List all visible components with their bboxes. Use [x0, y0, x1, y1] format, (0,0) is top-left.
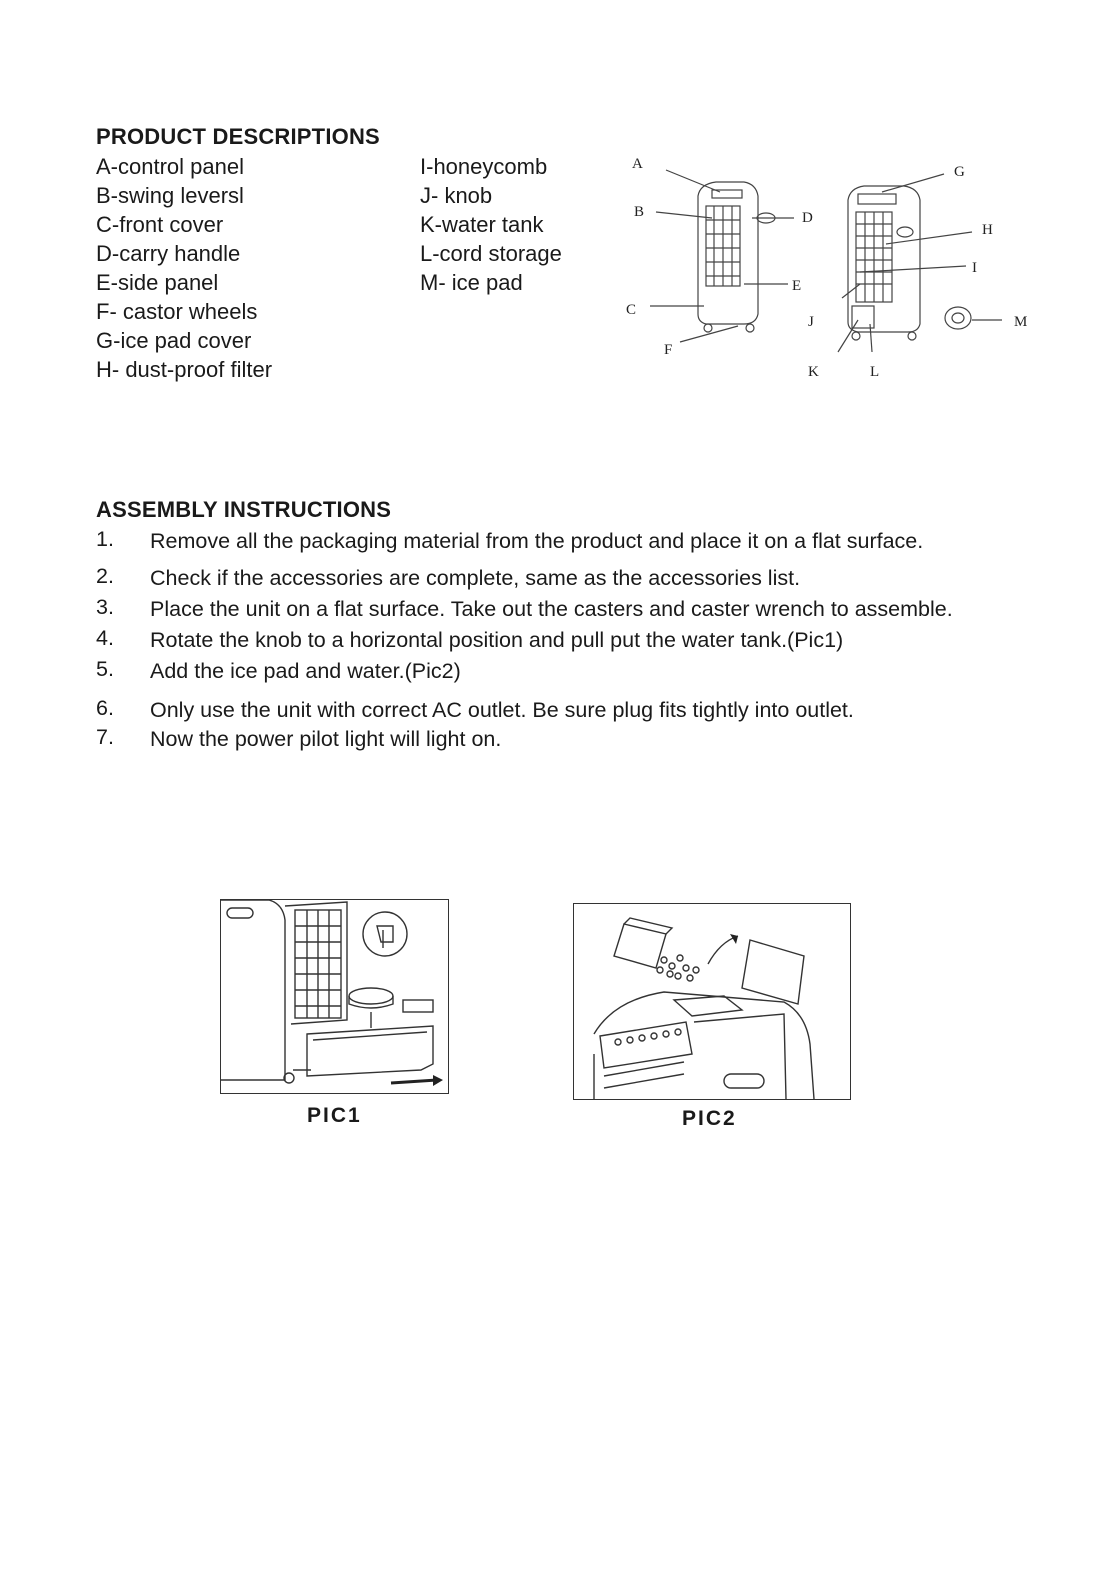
part-item: J- knob [420, 183, 493, 208]
label-f: F [664, 342, 673, 358]
label-h: H [982, 222, 993, 238]
step-number: 5. [96, 657, 114, 681]
label-j: J [808, 314, 814, 330]
step-number: 7. [96, 725, 114, 749]
assembly-step [96, 564, 1056, 593]
pic2-caption: PIC2 [682, 1107, 737, 1130]
label-a: A [632, 156, 643, 172]
step-text: Remove all the packaging material from the product and place it on a flat surface. [150, 529, 924, 553]
step-text: Now the power pilot light will light on. [150, 727, 502, 751]
step-text: Place the unit on a flat surface. Take out the casters and caster wrench to assemble. [150, 597, 953, 621]
label-i: I [972, 260, 977, 276]
part-item: C-front cover [96, 212, 224, 237]
assembly-instructions-heading: ASSEMBLY INSTRUCTIONS [96, 497, 392, 522]
step-text: Only use the unit with correct AC outlet. Be sure plug fits tightly into outlet. [150, 698, 854, 722]
step-number: 2. [96, 564, 114, 588]
step-text: Rotate the knob to a horizontal position and pull put the water tank.(Pic1) [150, 628, 844, 652]
part-item: L-cord storage [420, 241, 562, 266]
pic1-illustration [220, 899, 449, 1094]
label-l: L [870, 364, 880, 380]
assembly-step [96, 595, 1056, 624]
assembly-step [96, 527, 1056, 556]
label-m: M [1014, 314, 1028, 330]
part-item: D-carry handle [96, 241, 241, 266]
step-number: 1. [96, 527, 114, 551]
part-item: M- ice pad [420, 270, 523, 295]
assembly-steps-list [96, 527, 1056, 754]
part-item: A-control panel [96, 154, 244, 179]
assembly-step [96, 657, 1056, 686]
step-number: 3. [96, 595, 114, 619]
label-c: C [626, 302, 637, 318]
assembly-step [96, 696, 1056, 725]
part-item: K-water tank [420, 212, 544, 237]
pic2-illustration [573, 903, 851, 1100]
product-parts-diagram [620, 148, 1050, 388]
label-g: G [954, 164, 965, 180]
pic1-caption: PIC1 [307, 1104, 362, 1127]
step-number: 4. [96, 626, 114, 650]
parts-list-left [96, 152, 272, 384]
label-k: K [808, 364, 819, 380]
part-item: G-ice pad cover [96, 328, 252, 353]
step-text: Add the ice pad and water.(Pic2) [150, 659, 461, 683]
assembly-step [96, 626, 1056, 655]
part-item: I-honeycomb [420, 154, 548, 179]
product-descriptions-heading: PRODUCT DESCRIPTIONS [96, 124, 380, 149]
part-item: B-swing leversl [96, 183, 244, 208]
step-text: Check if the accessories are complete, same as the accessories list. [150, 566, 801, 590]
part-item: E-side panel [96, 270, 219, 295]
label-e: E [792, 278, 802, 294]
label-b: B [634, 204, 645, 220]
assembly-step [96, 725, 1056, 754]
parts-list-right [420, 152, 562, 297]
part-item: H- dust-proof filter [96, 357, 273, 382]
part-item: F- castor wheels [96, 299, 258, 324]
step-number: 6. [96, 696, 114, 720]
label-d: D [802, 210, 813, 226]
